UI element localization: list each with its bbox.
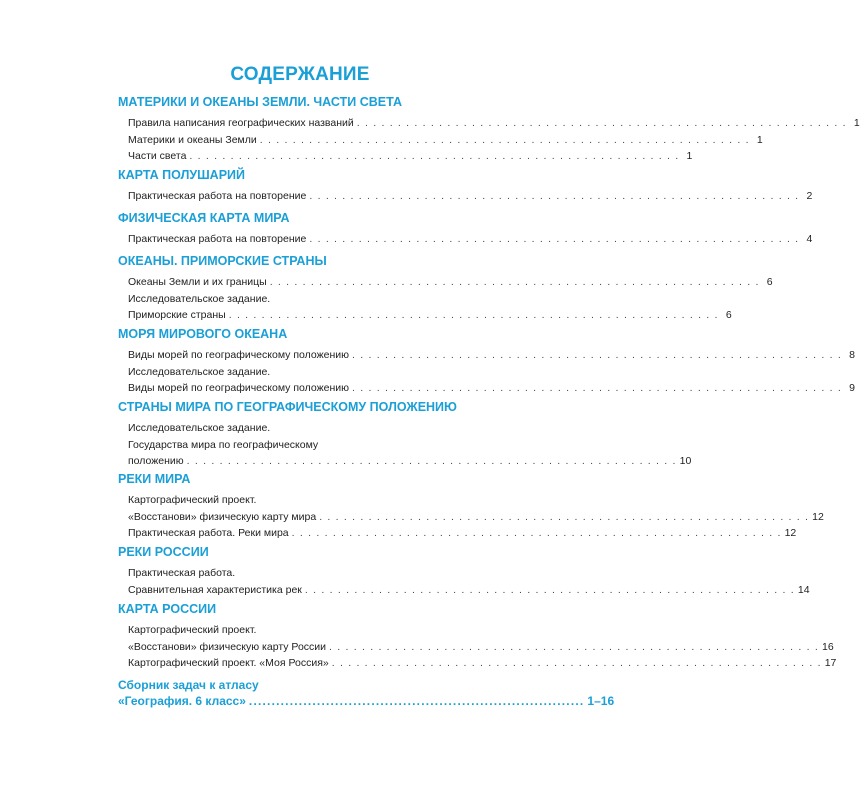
section-heading: РЕКИ РОССИИ [118, 545, 209, 559]
section-heading: ОКЕАНЫ. ПРИМОРСКИЕ СТРАНЫ [118, 254, 327, 268]
entry-page-number: 1 [756, 133, 763, 146]
toc-entry [128, 133, 763, 148]
dot-leader: . . . . . . . . . . . . . . . . . . . . . . . . . . . . . . . . . . . . . . . . . . . . . . . . . . . . . . . . . . . . [186, 455, 677, 467]
dot-leader: . . . . . . . . . . . . . . . . . . . . . . . . . . . . . . . . . . . . . . . . . . . . . . . . . . . . . . . . . . . . [228, 309, 719, 321]
section-heading: КАРТА РОССИИ [118, 602, 217, 616]
entry-page-number: 8 [849, 349, 855, 361]
entry-text-line: Государства мира по географическому [128, 438, 319, 451]
toc-entry [128, 454, 692, 469]
entry-page-number: 12 [784, 527, 797, 539]
entry-page-number: 12 [812, 510, 824, 523]
section-heading: КАРТА ПОЛУШАРИЙ [118, 168, 246, 182]
entry-text: Картографический проект. «Моя Россия» [128, 657, 329, 669]
final-entry-leader: .......................................................................... [248, 694, 585, 708]
entry-text: Практическая работа. Реки мира [128, 527, 289, 539]
entry-text: Сравнительная характеристика рек [128, 583, 302, 596]
final-entry-line2 [118, 694, 615, 708]
dot-leader: . . . . . . . . . . . . . . . . . . . . . . . . . . . . . . . . . . . . . . . . . . . . . . . . . . . . . . . . . . . . [352, 382, 842, 394]
section-heading: СТРАНЫ МИРА ПО ГЕОГРАФИЧЕСКОМУ ПОЛОЖЕНИЮ [118, 400, 457, 414]
entry-page-number: 10 [679, 455, 692, 467]
entry-text: Практическая работа на повторение [128, 233, 307, 245]
section-heading: МАТЕРИКИ И ОКЕАНЫ ЗЕМЛИ. ЧАСТИ СВЕТА [118, 95, 402, 109]
section-heading: РЕКИ МИРА [118, 472, 191, 486]
entry-text: Виды морей по географическому положению [128, 349, 349, 361]
entry-text: Виды морей по географическому положению [128, 382, 349, 394]
entry-page-number: 2 [806, 190, 813, 202]
entry-page-number: 6 [766, 276, 773, 288]
entry-page-number: 6 [725, 309, 732, 321]
dot-leader: . . . . . . . . . . . . . . . . . . . . . . . . . . . . . . . . . . . . . . . . . . . . . . . . . . . . . . . . . . . . [352, 349, 842, 361]
toc-entry [128, 526, 797, 541]
toc-entry [128, 116, 860, 131]
entry-page-number: 4 [806, 233, 813, 245]
dot-leader: . . . . . . . . . . . . . . . . . . . . . . . . . . . . . . . . . . . . . . . . . . . . . . . . . . . . . . . . . . . . [356, 117, 847, 129]
final-entry-page: 1–16 [587, 694, 615, 708]
entry-page-number: 17 [824, 657, 837, 669]
final-entry-title: «География. 6 класс» [118, 694, 246, 708]
entry-text: Материки и океаны Земли [128, 133, 257, 146]
dot-leader: . . . . . . . . . . . . . . . . . . . . . . . . . . . . . . . . . . . . . . . . . . . . . . . . . . . . . . . . . . . . [319, 510, 810, 523]
entry-text-line: Исследовательское задание. [128, 365, 271, 378]
entry-text: Практическая работа на повторение [128, 190, 307, 202]
final-entry-line1: Сборник задач к атласу [118, 678, 259, 692]
dot-leader: . . . . . . . . . . . . . . . . . . . . . . . . . . . . . . . . . . . . . . . . . . . . . . . . . . . . . . . . . . . . [269, 276, 760, 288]
entry-page-number: 9 [849, 382, 855, 394]
entry-text: Океаны Земли и их границы [128, 276, 267, 288]
toc-entry [128, 149, 693, 164]
toc-entry [128, 189, 813, 204]
section-heading: ФИЗИЧЕСКАЯ КАРТА МИРА [118, 211, 290, 225]
entry-text-line: Исследовательское задание. [128, 422, 271, 434]
entry-text: положению [128, 455, 184, 467]
toc-entry [128, 640, 834, 655]
entry-text: Правила написания географических названий [128, 117, 354, 129]
entry-text-line: Исследовательское задание. [128, 292, 271, 305]
final-entry [118, 678, 615, 708]
dot-leader: . . . . . . . . . . . . . . . . . . . . . . . . . . . . . . . . . . . . . . . . . . . . . . . . . . . . . . . . . . . . [291, 527, 782, 539]
entry-page-number: 1 [853, 117, 860, 129]
dot-leader: . . . . . . . . . . . . . . . . . . . . . . . . . . . . . . . . . . . . . . . . . . . . . . . . . . . . . . . . . . . . [309, 233, 800, 245]
entry-page-number: 14 [797, 583, 810, 596]
toc-entry [128, 656, 837, 671]
entry-text: «Восстанови» физическую карту мира [128, 510, 317, 523]
toc-entry [128, 510, 824, 525]
entry-text: Приморские страны [128, 309, 226, 321]
toc-entry [128, 348, 855, 363]
dot-leader: . . . . . . . . . . . . . . . . . . . . . . . . . . . . . . . . . . . . . . . . . . . . . . . . . . . . . . . . . . . . [331, 657, 822, 669]
toc-entry [128, 232, 813, 247]
entry-text: Части света [128, 150, 187, 162]
dot-leader: . . . . . . . . . . . . . . . . . . . . . . . . . . . . . . . . . . . . . . . . . . . . . . . . . . . . . . . . . . . . [329, 640, 819, 653]
dot-leader: . . . . . . . . . . . . . . . . . . . . . . . . . . . . . . . . . . . . . . . . . . . . . . . . . . . . . . . . . . . . [309, 190, 800, 202]
section-heading: МОРЯ МИРОВОГО ОКЕАНА [118, 327, 288, 341]
toc-entry [128, 308, 732, 323]
entry-text: «Восстанови» физическую карту России [128, 640, 327, 653]
toc-title: СОДЕРЖАНИЕ [230, 64, 370, 85]
entry-text-line: Картографический проект. [128, 494, 257, 506]
toc-entry [128, 583, 810, 598]
toc-entry [128, 275, 773, 290]
dot-leader: . . . . . . . . . . . . . . . . . . . . . . . . . . . . . . . . . . . . . . . . . . . . . . . . . . . . . . . . . . . . [259, 133, 750, 146]
entry-page-number: 16 [821, 640, 834, 653]
entry-page-number: 1 [686, 150, 693, 162]
dot-leader: . . . . . . . . . . . . . . . . . . . . . . . . . . . . . . . . . . . . . . . . . . . . . . . . . . . . . . . . . . . . [189, 150, 680, 162]
entry-text-line: Картографический проект. [128, 624, 257, 636]
entry-text-line: Практическая работа. [128, 567, 236, 579]
dot-leader: . . . . . . . . . . . . . . . . . . . . . . . . . . . . . . . . . . . . . . . . . . . . . . . . . . . . . . . . . . . . [304, 583, 795, 596]
toc-entry [128, 381, 855, 396]
